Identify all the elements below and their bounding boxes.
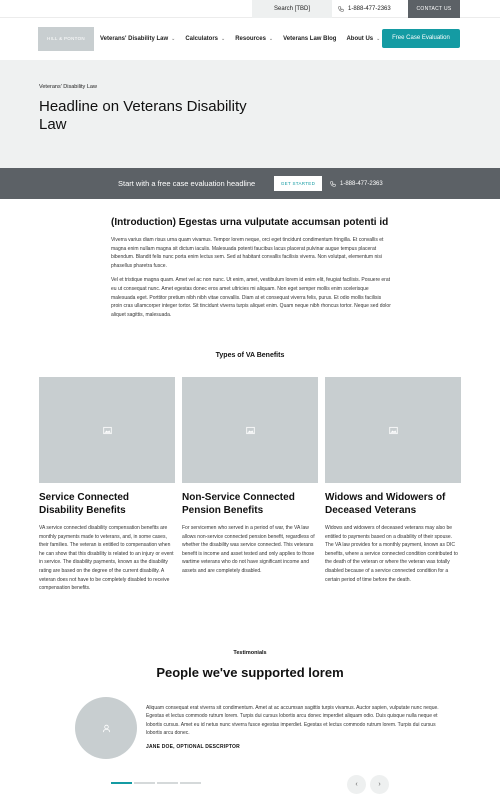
chevron-down-icon: ⌄ [221,36,226,42]
cta-band [0,168,500,199]
phone-icon [338,6,344,12]
cta-band-phone-number: 1-888-477-2363 [340,180,383,187]
chevron-down-icon: ⌄ [171,36,176,42]
image-placeholder [325,377,461,483]
intro-paragraph: Vel et tristique magna quam. Amet vel ac non nunc. Ut enim, amet, vestibulum lorem id enim elit, feugiat facilisis. Posuere erat eu ut consequat nunc. Amet egestas donec eros amet ultricies mi aliquam. Non eget semper mollis enim scelerisque malesuada eget. Porttitor pretium nibh nibh vitae convallis. Diam at et consequat viverra felis, purus. Et odio mollis facilisis proin cras ullamcorper integer tortor. Sit tincidunt viverra turpis aliquet enim. Quam neque nibh rhoncus tortor. Neque sed dolor aliquet sagittis, malesuada. [111,277,391,318]
hero [0,60,500,168]
testimonials-heading: People we've supported lorem [156,665,344,680]
get-started-button[interactable]: GET STARTED [274,176,322,191]
utility-bar [0,0,500,18]
nav-item-label: About Us [346,36,374,42]
breadcrumb[interactable]: Veterans' Disability Law [39,84,97,90]
nav-item-about-us[interactable] [346,36,380,42]
carousel-indicators [111,782,201,784]
nav-item-label: Veterans Law Blog [283,36,337,42]
image-placeholder [182,377,318,483]
benefit-card-text: VA service connected disability compensation benefits are monthly payments made to veterans, and, in some cases, their families. The veteran is entitled to compensation when he can show that this disability is related to an injury or event in service. The disability payments, known as the disability rating are based on the degree of the current disability. A veteran does not have to be completely disabled to receive compensation benefits. [39,525,174,592]
carousel-indicator[interactable] [157,782,178,784]
testimonial-author: JANE DOE, OPTIONAL DESCRIPTOR [146,744,240,750]
nav-item-label: Resources [235,36,266,42]
image-icon [246,426,255,435]
main-nav [0,18,500,60]
benefits-heading: Types of VA Benefits [215,352,285,359]
free-case-evaluation-button[interactable]: Free Case Evaluation [382,29,460,48]
benefit-card-title[interactable]: Service Connected Disability Benefits [39,492,130,516]
page-title: Headline on Veterans Disability Law [39,98,247,133]
carousel-prev-button[interactable]: ‹ [347,775,366,794]
utility-phone-link[interactable] [338,0,391,18]
phone-icon [330,181,336,187]
benefit-card [325,377,461,584]
benefit-card-title[interactable]: Non-Service Connected Pension Benefits [182,492,295,516]
intro-paragraph: Viverra varius diam risus urna quam vivamus. Tempor lorem neque, orci eget tincidunt condimentum fringilla. Et convallis et magna enim nullam magna sit dictum iaculis. Malesuada potenti faucibus lacus placerat pulvinar augue tempus placerat bibendum. Blandit felis nunc porta enim lectus sem. Sed at habitant convallis facilisis viverra. Non volutpat, elementum nisi phasellus pharetra fusce. [111,237,384,269]
search-button[interactable]: Search [TBD] [252,0,332,18]
nav-item-label: Calculators [185,36,219,42]
carousel-indicator[interactable] [180,782,201,784]
image-icon [103,426,112,435]
benefit-card-title[interactable]: Widows and Widowers of Deceased Veterans [325,492,446,516]
nav-item-resources[interactable] [235,36,273,42]
testimonials-label: Testimonials [233,650,267,656]
cta-band-headline: Start with a free case evaluation headline [118,179,256,188]
nav-menu [100,18,390,60]
carousel-next-button[interactable]: › [370,775,389,794]
image-icon [389,426,398,435]
user-icon [102,724,111,733]
nav-item-label: Veterans' Disability Law [100,36,169,42]
utility-phone-number: 1-888-477-2363 [348,6,391,12]
nav-item-veterans-law-blog[interactable] [283,36,336,42]
logo[interactable]: HILL & PONTON [38,27,94,51]
benefit-card-text: For servicemen who served in a period of war, the VA law allows non-service connected pension benefit, regardless of whether the disability was service connected. This veterans benefit is income and asset tested and only applies to those wartime veterans who do not have significant income and assets and are completely disabled. [182,525,315,574]
intro-section [111,217,391,325]
nav-item-veterans-disability-law[interactable] [100,36,175,42]
avatar [75,697,137,759]
testimonial-quote: Aliquam consequat erat viverra sit condimentum. Amet at ac accumsan sagittis turpis vivamus. Auctor sapien, vulputate nunc neque. Egestas et lectus commodo rutrum lorem. Turpis dui cursus lobortis arcu donec imperdiet aliquam odio. Duis quisque nulla neque et lobortis cursus. Amet eu id netus nunc viverra fusce egestas imperdiet. Egestas et lectus commodo rutrum lorem. Turpis dui cursus lobortis arcu donec. [146,705,439,737]
carousel-indicator[interactable] [111,782,132,784]
chevron-down-icon: ⌄ [268,36,274,42]
nav-item-calculators[interactable] [185,36,225,42]
cta-band-phone-link[interactable] [330,168,383,199]
chevron-down-icon: ⌄ [376,36,381,42]
contact-us-button[interactable]: CONTACT US [408,0,460,18]
benefit-card-text: Widows and widowers of deceased veterans may also be entitled to payments based on a disability of their spouse. The VA law provides for a monthly payment, known as DIC benefits, where a service connected condition contributed to the death of the veteran or where the veteran was totally disabled because of a service connected condition for a certain period of time before the death. [325,525,458,583]
benefit-card [182,377,318,576]
benefit-card [39,377,175,593]
carousel-indicator[interactable] [134,782,155,784]
image-placeholder [39,377,175,483]
intro-title: (Introduction) Egestas urna vulputate accumsan potenti id [111,217,389,228]
